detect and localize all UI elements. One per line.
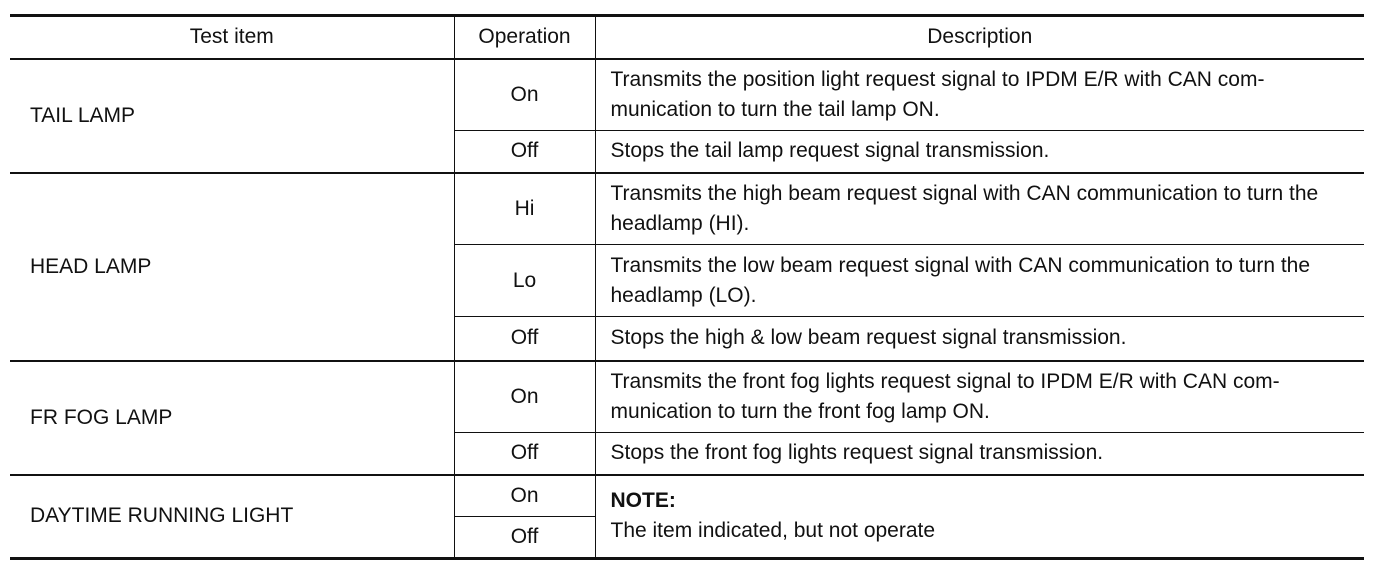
operation-cell: Lo [454,245,595,317]
operation-cell: On [454,361,595,433]
test-item-fr-fog-lamp: FR FOG LAMP [10,361,454,475]
table-row [10,361,1364,433]
test-item-table-container [10,14,1364,560]
header-test-item: Test item [10,16,454,59]
description-cell: Transmits the low beam request signal with CAN communication to turn the headlamp (LO). [595,245,1364,317]
description-cell: Stops the tail lamp request signal transmission. [595,131,1364,173]
operation-cell: Hi [454,173,595,245]
table-header-row [10,16,1364,59]
operation-cell: Off [454,317,595,361]
description-cell: Stops the high & low beam request signal transmission. [595,317,1364,361]
note-text: The item indicated, but not operate [610,519,936,543]
operation-cell: On [454,475,595,517]
description-cell: Transmits the front fog lights request signal to IPDM E/R with CAN com-munication to turn the front fog lamp ON. [595,361,1364,433]
test-item-tail-lamp: TAIL LAMP [10,59,454,173]
description-cell: Transmits the high beam request signal with CAN communication to turn the headlamp (HI). [595,173,1364,245]
note-cell [595,475,1364,559]
table-row [10,475,1364,517]
table-row [10,173,1364,245]
operation-cell: Off [454,433,595,475]
header-description: Description [595,16,1364,59]
operation-cell: Off [454,517,595,559]
description-cell: Transmits the position light request signal to IPDM E/R with CAN com-munication to turn the tail lamp ON. [610,67,1265,121]
note-label: NOTE: [610,489,676,513]
header-operation: Operation [454,16,595,59]
description-cell: Stops the front fog lights request signal transmission. [595,433,1364,475]
table-row [10,59,1364,131]
active-test-table [10,14,1364,560]
test-item-daytime-running-light: DAYTIME RUNNING LIGHT [10,475,454,559]
operation-cell: Off [454,131,595,173]
test-item-head-lamp: HEAD LAMP [10,173,454,361]
operation-cell: On [454,59,595,131]
